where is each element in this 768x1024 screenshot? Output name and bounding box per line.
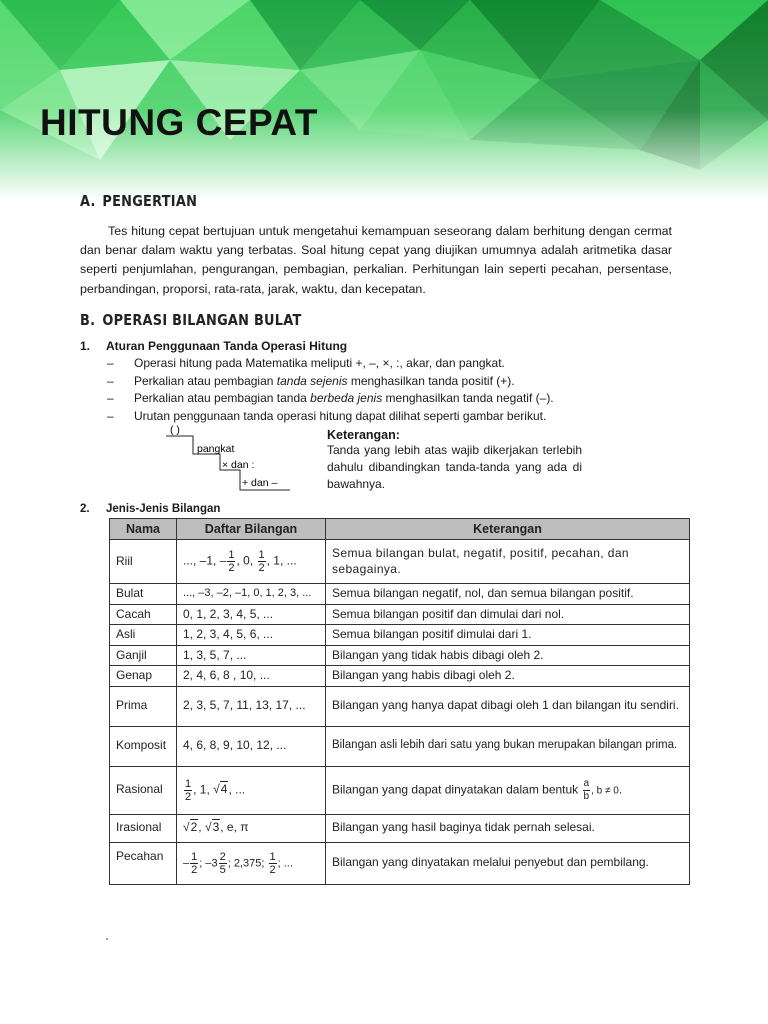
riil-list: ..., –1, – $\frac{1}{2}$ , 0, $\frac{1}{2}$ , 1, ... bbox=[177, 540, 326, 584]
section-a-letter: A. bbox=[80, 192, 96, 210]
table-row: Genap 2, 4, 6, 8 , 10, ... Bilangan yang habis dibagi oleh 2. bbox=[110, 666, 690, 687]
header-banner bbox=[0, 0, 768, 200]
pecahan-list: – $\frac{1}{2}$ ; –3 $\frac{2}{5}$ ; 2,375; $\frac{1}{2}$ ; ... bbox=[177, 842, 326, 884]
header-keterangan: Keterangan bbox=[326, 519, 690, 540]
table-header-row bbox=[110, 519, 690, 540]
list-item: – Perkalian atau pembagian tanda berbeda jenis menghasilkan tanda negatif (–). bbox=[107, 391, 554, 405]
diagram-step-multiply-divide: × dan : bbox=[222, 459, 255, 471]
table-row: Rasional $\frac{1}{2}$ , 1, √4, ... Bilangan yang dapat dinyatakan dalam bentuk $\frac{a}{b}$ , b ≠ 0. bbox=[110, 766, 690, 814]
section-a-heading bbox=[80, 192, 197, 210]
section-b-title: OPERASI BILANGAN BULAT bbox=[102, 311, 302, 329]
table-row: Ganjil 1, 3, 5, 7, ... Bilangan yang tidak habis dibagi oleh 2. bbox=[110, 645, 690, 666]
aturan-list bbox=[107, 355, 667, 425]
list-item: – Operasi hitung pada Matematika meliputi +, –, ×, :, akar, dan pangkat. bbox=[107, 356, 505, 370]
table-row: Irasional √2, √3, e, π Bilangan yang hasil baginya tidak pernah selesai. bbox=[110, 814, 690, 842]
irasional-list: √2, √3, e, π bbox=[177, 814, 326, 842]
diagram-step-add-subtract: + dan – bbox=[242, 477, 278, 489]
table-row: Cacah 0, 1, 2, 3, 4, 5, ... Semua bilangan positif dan dimulai dari nol. bbox=[110, 604, 690, 625]
table-row: Bulat ..., –3, –2, –1, 0, 1, 2, 3, ... Semua bilangan negatif, nol, dan semua bilangan positif. bbox=[110, 584, 690, 605]
section-b-letter: B. bbox=[80, 311, 96, 329]
subsection-1-heading bbox=[80, 339, 347, 353]
list-item: – Perkalian atau pembagian tanda sejenis menghasilkan tanda positif (+). bbox=[107, 373, 515, 388]
subsection-1-number: 1. bbox=[80, 339, 91, 353]
header-nama: Nama bbox=[110, 519, 177, 540]
keterangan-title: Keterangan: bbox=[327, 428, 400, 442]
keterangan-box bbox=[327, 428, 582, 493]
section-b-heading bbox=[80, 311, 302, 329]
pengertian-paragraph: Tes hitung cepat bertujuan untuk mengetahui kemampuan seseorang dalam berhitung dengan cermat dan benar dalam waktu yang terbatas. Soal hitung cepat yang diujikan umumnya adalah aritmetika dasar seperti penjumlahan, pengurangan, pembagian, perkalian. Perhitungan lain seperti pecahan, persentase, perbandingan, proporsi, rata-rata, jarak, waktu, dan kecepatan. bbox=[80, 224, 672, 296]
table-row: Asli 1, 2, 3, 4, 5, 6, ... Semua bilangan positif dimulai dari 1. bbox=[110, 625, 690, 646]
page-title: HITUNG CEPAT bbox=[40, 102, 319, 143]
operation-order-diagram bbox=[160, 422, 300, 497]
subsection-2-heading bbox=[80, 503, 220, 515]
diagram-step-parentheses: ( ) bbox=[170, 424, 180, 436]
header-daftar-bilangan: Daftar Bilangan bbox=[177, 519, 326, 540]
diagram-step-pangkat: pangkat bbox=[197, 443, 235, 455]
subsection-2-number: 2. bbox=[80, 503, 90, 515]
table-row: Riil ..., –1, – $\frac{1}{2}$ , 0, $\frac{1}{2}$ , 1, ... Semua bilangan bulat, negatif, positif, pecahan, dan sebagainya. bbox=[110, 540, 690, 584]
table-row: Prima 2, 3, 5, 7, 11, 13, 17, ... Bilangan yang hanya dapat dibagi oleh 1 dan bilangan itu sendiri. bbox=[110, 686, 690, 726]
page-speck bbox=[106, 938, 108, 940]
subsection-1-title: Aturan Penggunaan Tanda Operasi Hitung bbox=[106, 339, 348, 353]
list-item: – Urutan penggunaan tanda operasi hitung dapat dilihat seperti gambar berikut. bbox=[107, 408, 547, 423]
keterangan-text: Tanda yang lebih atas wajib dikerjakan terlebih dahulu dibandingkan tanda-tanda yang ada di bawahnya. bbox=[327, 443, 582, 491]
subsection-2-title: Jenis-Jenis Bilangan bbox=[106, 503, 221, 515]
jenis-bilangan-table bbox=[109, 518, 690, 885]
rasional-list: $\frac{1}{2}$ , 1, √4, ... bbox=[177, 766, 326, 814]
table-row: Pecahan – $\frac{1}{2}$ ; –3 $\frac{2}{5}$ ; 2,375; $\frac{1}{2}$ ; ... Bilangan yang dinyatakan melalui penyebut dan pembilang. bbox=[110, 842, 690, 884]
section-a-title: PENGERTIAN bbox=[102, 192, 198, 210]
table-row: Komposit 4, 6, 8, 9, 10, 12, ... Bilangan asli lebih dari satu yang bukan merupakan bilangan prima. bbox=[110, 726, 690, 766]
